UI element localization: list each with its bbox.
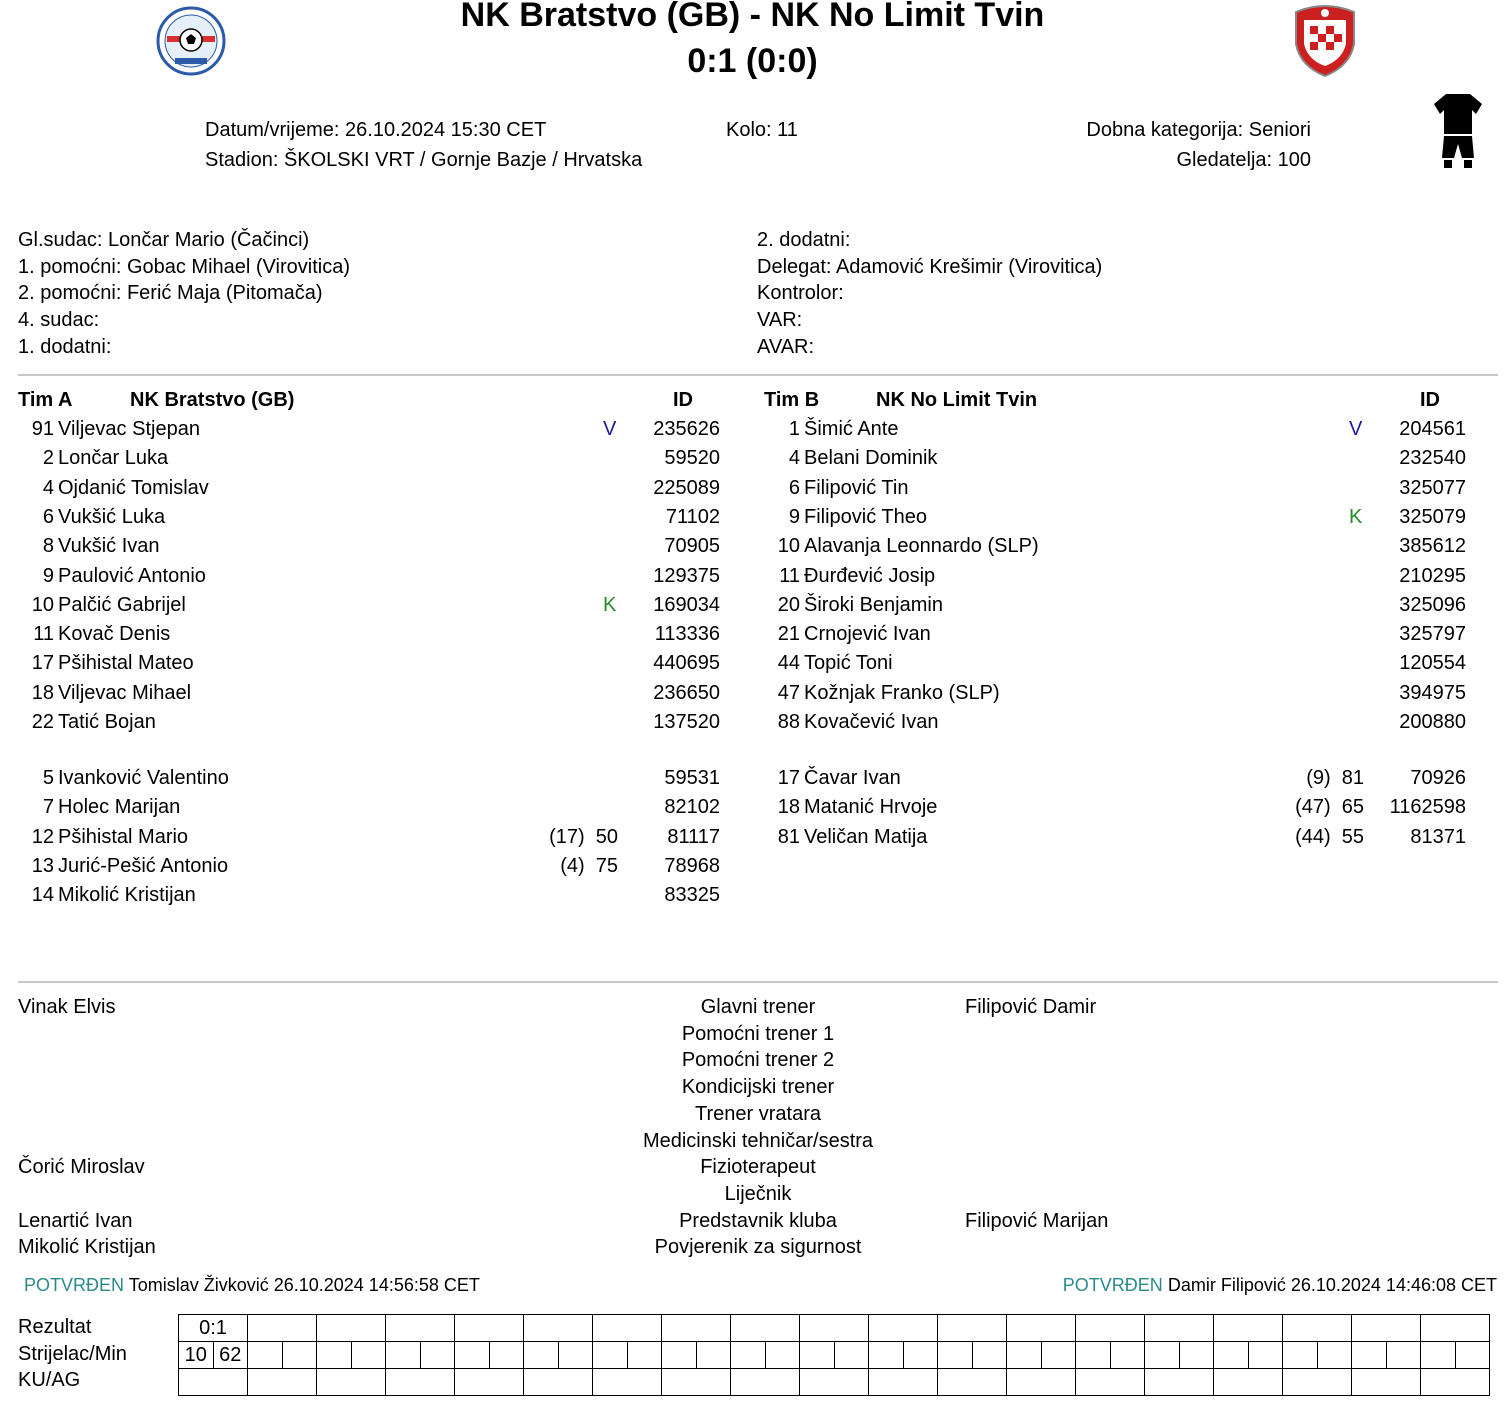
sub-name: Čavar Ivan: [804, 767, 901, 789]
official-right-1: Delegat: Adamović Krešimir (Virovitica): [757, 255, 1103, 278]
divider-officials: [18, 374, 1498, 376]
scorer-cell: [524, 1342, 559, 1369]
staff-role: Medicinski tehničar/sestra: [642, 1129, 874, 1152]
staff-role: Povjerenik za sigurnost: [654, 1236, 862, 1259]
staff-role: Glavni trener: [700, 996, 816, 1018]
scorer-cell: [317, 1342, 352, 1369]
sub-id: 81117: [667, 825, 720, 848]
result-cell: [1076, 1315, 1145, 1342]
kuag-cell: [869, 1369, 938, 1396]
staff-team-b: Filipović Marijan: [965, 1209, 1109, 1232]
match-round: Kolo: 11: [726, 119, 798, 141]
result-cell: [593, 1315, 662, 1342]
player-id: 325077: [1399, 476, 1466, 499]
player-number: 20: [777, 593, 800, 616]
sub-number: 5: [42, 767, 54, 789]
player-id: 325079: [1399, 505, 1466, 528]
player-number: 4: [788, 447, 800, 470]
result-cell: [1283, 1315, 1352, 1342]
scorer-cell: [972, 1342, 1007, 1369]
player-number: 9: [42, 564, 54, 587]
player-number: 1: [788, 418, 800, 440]
staff-role: Fizioterapeut: [700, 1156, 816, 1179]
sub-number: 18: [777, 796, 800, 819]
kuag-cell: [1007, 1369, 1076, 1396]
kuag-cell: [1352, 1369, 1421, 1396]
kuag-cell: [1145, 1369, 1214, 1396]
confirm-status-left: POTVRĐEN: [24, 1275, 125, 1295]
player-name: Filipović Theo: [804, 505, 928, 528]
result-cell: [524, 1315, 593, 1342]
scorer-cell: [1110, 1342, 1145, 1369]
player-name: Đurđević Josip: [804, 564, 936, 587]
result-cell: 0:1: [179, 1315, 248, 1342]
kuag-cell: [662, 1369, 731, 1396]
official-left-2: 2. pomoćni: Ferić Maja (Pitomača): [18, 282, 323, 305]
player-name: Belani Dominik: [804, 447, 938, 470]
divider-staff: [18, 981, 1498, 983]
staff-team-a: Čorić Miroslav: [18, 1156, 145, 1179]
player-name: Palčić Gabrijel: [58, 593, 186, 616]
player-name: Ojdanić Tomislav: [58, 476, 209, 499]
kuag-cell: [179, 1369, 248, 1396]
age-category: Dobna kategorija: Seniori: [1086, 119, 1311, 141]
scorer-cell: [869, 1342, 904, 1369]
player-id: 325096: [1399, 593, 1466, 616]
sub-name: Jurić-Pešić Antonio: [58, 854, 229, 877]
sub-number: 14: [31, 884, 54, 907]
match-title: NK Bratstvo (GB) - NK No Limit Tvin: [460, 0, 1045, 34]
staff-role: Predstavnik kluba: [679, 1209, 837, 1232]
player-id: 385612: [1399, 535, 1466, 558]
match-datetime: Datum/vrijeme: 26.10.2024 15:30 CET: [205, 119, 547, 141]
confirmation-right: [1063, 1275, 1497, 1296]
goalkeeper-mark: V: [603, 418, 617, 440]
scorer-cell: [627, 1342, 662, 1369]
player-number: 21: [777, 623, 800, 646]
scorer-cell: [282, 1342, 317, 1369]
scorer-cell: [1248, 1342, 1283, 1369]
player-number: 11: [779, 564, 800, 587]
kuag-cell: [248, 1369, 317, 1396]
player-id: 113336: [654, 623, 720, 646]
scorer-cell: [386, 1342, 421, 1369]
official-left-0: Gl.sudac: Lončar Mario (Čačinci): [18, 229, 310, 251]
team-a-name: NK Bratstvo (GB): [130, 389, 295, 411]
scorer-cell: [593, 1342, 628, 1369]
result-cell: [662, 1315, 731, 1342]
scorer-row-label: Strijelac/Min: [18, 1343, 127, 1365]
scorer-cell: [662, 1342, 697, 1369]
staff-role: Kondicijski trener: [681, 1076, 835, 1099]
player-id: 225089: [653, 476, 720, 499]
sub-name: Veličan Matija: [804, 825, 928, 848]
result-cell: [1145, 1315, 1214, 1342]
player-number: 18: [31, 681, 54, 704]
result-cell: [1214, 1315, 1283, 1342]
scorer-cell: [1421, 1342, 1456, 1369]
sub-id: 83325: [664, 884, 720, 907]
player-name: Šimić Ante: [804, 418, 899, 440]
player-name: Kovač Denis: [58, 623, 171, 646]
kuag-cell: [593, 1369, 662, 1396]
official-left-3: 4. sudac:: [18, 309, 100, 332]
sub-number: 81: [777, 825, 800, 848]
scorer-cell: [1386, 1342, 1421, 1369]
confirm-text-left: Tomislav Živković 26.10.2024 14:56:58 CET: [128, 1275, 480, 1295]
kuag-cell: [1214, 1369, 1283, 1396]
kuag-cell: [1283, 1369, 1352, 1396]
player-id: 236650: [653, 681, 720, 704]
match-score: 0:1 (0:0): [687, 42, 818, 80]
kit-icon: [1432, 92, 1484, 170]
sub-number: 7: [42, 796, 54, 819]
player-id: 59520: [664, 447, 720, 470]
player-name: Tatić Bojan: [58, 711, 156, 733]
player-name: Topić Toni: [804, 652, 893, 675]
result-cell: [1421, 1315, 1490, 1342]
result-cell: [869, 1315, 938, 1342]
player-name: Viljevac Stjepan: [58, 418, 200, 440]
scorer-cell: [489, 1342, 524, 1369]
scorer-cell: [351, 1342, 386, 1369]
scorer-cell: [696, 1342, 731, 1369]
scorer-cell: [1076, 1342, 1111, 1369]
player-id: 204561: [1399, 418, 1466, 440]
player-name: Filipović Tin: [804, 476, 909, 499]
player-name: Kovačević Ivan: [804, 711, 939, 733]
result-cell: [317, 1315, 386, 1342]
kuag-cell: [524, 1369, 593, 1396]
staff-role: Pomoćni trener 1: [681, 1022, 835, 1045]
result-cell: [800, 1315, 869, 1342]
scorer-cell: [248, 1342, 283, 1369]
player-name: Pšihistal Mateo: [58, 652, 194, 675]
result-cell: [731, 1315, 800, 1342]
kuag-cell: [455, 1369, 524, 1396]
scorer-cell: 10: [179, 1342, 214, 1369]
staff-team-a: Vinak Elvis: [18, 996, 116, 1018]
sub-number: 17: [777, 767, 800, 789]
scorer-cell: [558, 1342, 593, 1369]
substitution-info: (4) 75: [560, 854, 618, 877]
player-name: Paulović Antonio: [58, 564, 206, 587]
player-name: Lončar Luka: [58, 447, 169, 470]
result-cell: [248, 1315, 317, 1342]
sub-number: 13: [31, 854, 54, 877]
player-id: 210295: [1399, 564, 1466, 587]
player-id: 137520: [653, 711, 720, 733]
result-cell: [1352, 1315, 1421, 1342]
staff-team-a: Lenartić Ivan: [18, 1209, 133, 1232]
kuag-cell: [731, 1369, 800, 1396]
player-number: 4: [42, 476, 54, 499]
kuag-cell: [386, 1369, 455, 1396]
player-number: 8: [42, 535, 54, 558]
spectators: Gledatelja: 100: [1176, 149, 1311, 171]
kuag-cell: [1421, 1369, 1490, 1396]
match-stadium: Stadion: ŠKOLSKI VRT / Gornje Bazje / Hrvatska: [205, 149, 643, 171]
captain-mark: K: [1349, 505, 1363, 528]
official-right-0: 2. dodatni:: [757, 229, 851, 251]
kuag-cell: [317, 1369, 386, 1396]
kuag-cell: [1076, 1369, 1145, 1396]
player-number: 44: [777, 652, 800, 675]
result-cell: [1007, 1315, 1076, 1342]
player-id: 70905: [664, 535, 720, 558]
player-name: Kožnjak Franko (SLP): [804, 681, 1000, 704]
scorer-cell: [1007, 1342, 1042, 1369]
scorer-cell: [731, 1342, 766, 1369]
team-b-id-header: ID: [1420, 389, 1440, 411]
official-right-4: AVAR:: [757, 335, 815, 358]
substitution-info: (47) 65: [1295, 796, 1364, 819]
team-b-label: Tim B: [764, 389, 820, 411]
player-number: 6: [788, 476, 800, 499]
sub-id: 81371: [1410, 825, 1466, 848]
player-id: 325797: [1399, 623, 1466, 646]
player-number: 10: [777, 535, 800, 558]
player-number: 11: [33, 623, 54, 646]
scorer-cell: [800, 1342, 835, 1369]
result-cell: [455, 1315, 524, 1342]
team-b-name: NK No Limit Tvin: [876, 389, 1038, 411]
player-name: Alavanja Leonnardo (SLP): [804, 535, 1039, 558]
kuag-cell: [938, 1369, 1007, 1396]
staff-team-a: Mikolić Kristijan: [18, 1236, 156, 1259]
confirmation-left: [24, 1275, 480, 1296]
goalkeeper-mark: V: [1349, 418, 1363, 440]
kuag-row-label: KU/AG: [18, 1369, 81, 1391]
player-number: 47: [777, 681, 800, 704]
player-number: 17: [31, 652, 54, 675]
sub-name: Pšihistal Mario: [58, 825, 189, 848]
kuag-cell: [800, 1369, 869, 1396]
scorer-cell: [1455, 1342, 1490, 1369]
confirm-text-right: Damir Filipović 26.10.2024 14:46:08 CET: [1167, 1275, 1497, 1295]
sub-id: 59531: [664, 767, 720, 789]
player-number: 10: [31, 593, 54, 616]
team-a-label: Tim A: [18, 389, 73, 411]
player-id: 169034: [653, 593, 720, 616]
sub-id: 78968: [664, 854, 720, 877]
result-cell: [386, 1315, 455, 1342]
player-number: 2: [42, 447, 54, 470]
sub-name: Holec Marijan: [58, 796, 181, 819]
player-id: 71102: [665, 505, 720, 528]
scorer-cell: [1283, 1342, 1318, 1369]
sub-id: 70926: [1410, 767, 1466, 789]
sub-name: Matanić Hrvoje: [804, 796, 938, 819]
official-left-4: 1. dodatni:: [18, 335, 112, 358]
player-name: Crnojević Ivan: [804, 623, 931, 646]
scorer-cell: [903, 1342, 938, 1369]
scorer-cell: [834, 1342, 869, 1369]
substitution-info: (9) 81: [1306, 767, 1364, 789]
official-left-1: 1. pomoćni: Gobac Mihael (Virovitica): [18, 255, 350, 278]
staff-team-b: Filipović Damir: [965, 996, 1097, 1018]
player-name: Viljevac Mihael: [58, 681, 192, 704]
scorer-cell: 62: [213, 1342, 248, 1369]
captain-mark: K: [603, 593, 617, 616]
staff-role: Liječnik: [724, 1182, 792, 1205]
player-id: 440695: [653, 652, 720, 675]
scorer-cell: [1214, 1342, 1249, 1369]
sub-number: 12: [31, 825, 54, 848]
player-id: 120554: [1399, 652, 1466, 675]
result-row-label: Rezultat: [18, 1316, 92, 1338]
player-name: Široki Benjamin: [804, 593, 943, 616]
result-table: [178, 1314, 1490, 1396]
player-number: 91: [31, 418, 54, 440]
official-right-3: VAR:: [757, 309, 803, 332]
result-cell: [938, 1315, 1007, 1342]
player-number: 9: [788, 505, 800, 528]
staff-role: Pomoćni trener 2: [681, 1049, 835, 1072]
scorer-cell: [1352, 1342, 1387, 1369]
official-right-2: Kontrolor:: [757, 282, 844, 305]
confirm-status-right: POTVRĐEN: [1062, 1275, 1163, 1295]
scorer-cell: [765, 1342, 800, 1369]
sub-name: Ivanković Valentino: [58, 767, 229, 789]
staff-role: Trener vratara: [695, 1102, 821, 1125]
team-a-id-header: ID: [673, 389, 693, 411]
scorer-cell: [938, 1342, 973, 1369]
player-id: 200880: [1399, 711, 1466, 733]
player-number: 88: [777, 711, 800, 733]
sub-name: Mikolić Kristijan: [58, 884, 196, 907]
player-id: 394975: [1399, 681, 1466, 704]
player-name: Vukšić Luka: [58, 505, 166, 528]
substitution-info: (44) 55: [1295, 825, 1364, 848]
substitution-info: (17) 50: [549, 825, 618, 848]
scorer-cell: [1179, 1342, 1214, 1369]
scorer-cell: [1145, 1342, 1180, 1369]
player-number: 22: [31, 711, 54, 733]
player-name: Vukšić Ivan: [58, 535, 160, 558]
scorer-cell: [455, 1342, 490, 1369]
scorer-cell: [1317, 1342, 1352, 1369]
sub-id: 1162598: [1389, 796, 1466, 819]
scorer-cell: [1041, 1342, 1076, 1369]
player-number: 6: [42, 505, 54, 528]
scorer-cell: [420, 1342, 455, 1369]
player-id: 129375: [653, 564, 720, 587]
player-id: 232540: [1399, 447, 1466, 470]
sub-id: 82102: [664, 796, 720, 819]
player-id: 235626: [653, 418, 720, 440]
